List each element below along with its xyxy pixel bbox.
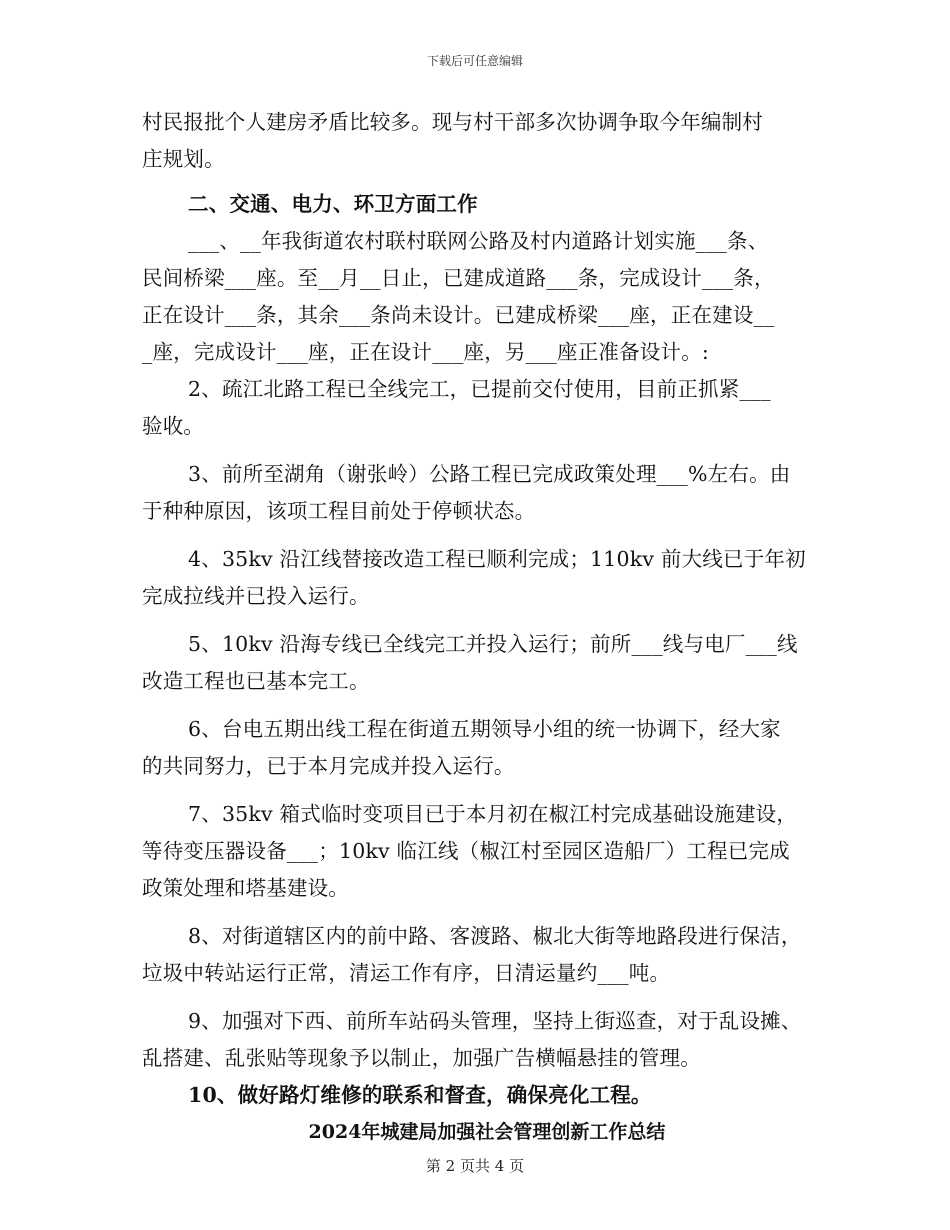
paragraph-line: ___、__年我街道农村联村联网公路及村内道路计划实施___条、: [188, 229, 769, 253]
document-body: [142, 104, 832, 1151]
paragraph-line: 民间桥梁___座。至__月__日止，已建成道路___条，完成设计___条，: [142, 266, 775, 290]
paragraph-line: 村民报批个人建房矛盾比较多。现与村干部多次协调争取今年编制村: [142, 110, 763, 134]
section-heading: 二、交通、电力、环卫方面工作: [188, 192, 478, 216]
document-title: 2024年城建局加强社会管理创新工作总结: [308, 1121, 666, 1143]
paragraph-line: 9、加强对下西、前所车站码头管理，坚持上街巡查，对于乱设摊、: [188, 1009, 802, 1033]
paragraph-line: 5、10kv 沿海专线已全线完工并投入运行；前所___线与电厂___线: [188, 632, 798, 656]
paragraph-line: 8、对街道辖区内的前中路、客渡路、椒北大街等地路段进行保洁，: [188, 924, 802, 948]
paragraph-line: 4、35kv 沿江线替接改造工程已顺利完成；110kv 前大线已于年初: [188, 547, 806, 571]
page-footer: 第 2 页共 4 页: [425, 1157, 525, 1175]
paragraph-line: 改造工程也已基本完工。: [142, 669, 370, 693]
page-header: 下载后可任意编辑: [426, 54, 523, 68]
paragraph-line: 完成拉线并已投入运行。: [142, 584, 370, 608]
paragraph-line: 10、做好路灯维修的联系和督查，确保亮化工程。: [188, 1083, 652, 1107]
paragraph-line: 乱搭建、乱张贴等现象予以制止，加强广告横幅悬挂的管理。: [142, 1046, 701, 1070]
paragraph-line: 6、台电五期出线工程在街道五期领导小组的统一协调下，经大家: [188, 717, 781, 741]
paragraph-line: 3、前所至湖角（谢张岭）公路工程已完成政策处理___%左右。由: [188, 462, 791, 486]
paragraph-line: 等待变压器设备___；10kv 临江线（椒江村至园区造船厂）工程已完成: [142, 839, 790, 863]
paragraph-line: _座，完成设计___座，正在设计___座，另___座正准备设计。:: [142, 340, 710, 364]
paragraph-line: 于种种原因，该项工程目前处于停顿状态。: [142, 499, 536, 523]
paragraph-line: 7、35kv 箱式临时变项目已于本月初在椒江村完成基础设施建设，: [188, 802, 798, 826]
paragraph-line: 的共同努力，已于本月完成并投入运行。: [142, 754, 515, 778]
paragraph-line: 政策处理和塔基建设。: [142, 876, 349, 900]
paragraph-line: 庄规划。: [142, 147, 225, 171]
paragraph-line: 正在设计___条，其余___条尚未设计。已建成桥梁___座，正在建设__: [142, 303, 775, 327]
paragraph-line: 验收。: [142, 414, 205, 438]
paragraph-line: 垃圾中转站运行正常，清运工作有序，日清运量约___吨。: [142, 961, 671, 985]
paragraph-line: 2、疏江北路工程已全线完工，已提前交付使用，目前正抓紧___: [188, 377, 771, 401]
